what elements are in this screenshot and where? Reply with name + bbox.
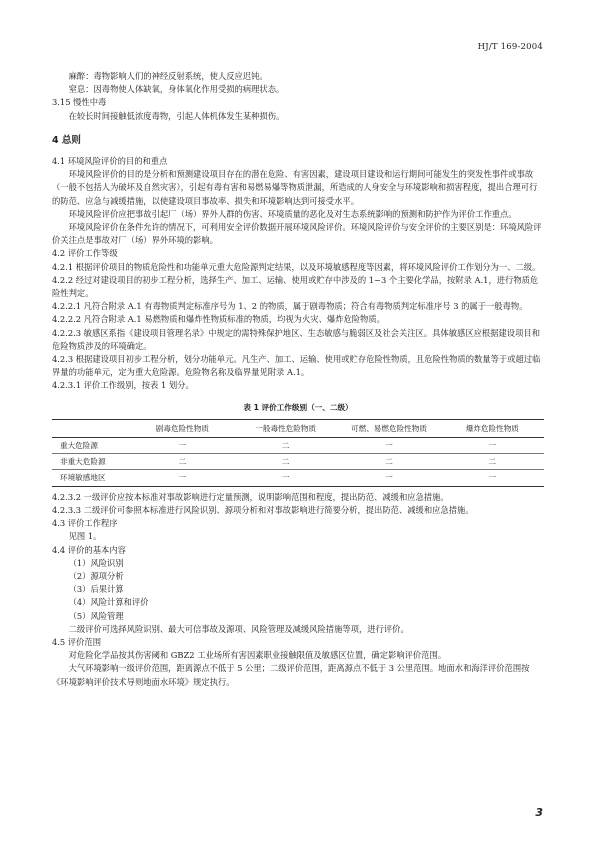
table-cell: 一: [131, 438, 234, 454]
document-id: HJ/T 169-2004: [477, 42, 543, 52]
table-cell: 二: [131, 454, 234, 470]
table-cell: 一: [131, 470, 234, 486]
table-cell: 二: [337, 454, 440, 470]
clause: 4.2.2.2 凡符合附录 A.1 易燃物质和爆炸性物质标准的物质，均视为火灾、爆炸危险物质。: [52, 314, 385, 325]
section-heading: 4.4 评价的基本内容: [52, 544, 126, 555]
table-header-row: [52, 419, 544, 437]
table-row: [52, 454, 544, 470]
row-label: 非重大危险源: [52, 454, 131, 470]
paragraph: 环境风险评价在条件允许的情况下，可利用安全评价数据开展环境风险评价。环境风险评价与安全评价的主要区别是：环境风险评价关注点是事故对厂（场）界外环境的影响。: [52, 222, 542, 246]
section-heading: 4.2 评价工作等级: [52, 248, 118, 259]
table-cell: 一: [337, 470, 440, 486]
list-item: （1）风险识别: [68, 557, 124, 568]
table-cell: 二: [441, 454, 544, 470]
header-cell: 一般毒性危险物质: [234, 419, 337, 437]
paragraph: 麻醉：毒物影响人们的神经反射系统，使人反应迟钝。: [68, 71, 268, 81]
row-label: 重大危险源: [52, 438, 131, 454]
paragraph: 在较长时间接触低浓度毒物，引起人体机体发生某种损伤。: [68, 110, 285, 121]
clause: 4.2.3.1 评价工作级别，按表 1 划分。: [52, 380, 194, 391]
clause: 4.2.3.3 二级评价可参照本标准进行风险识别、源项分析和对事故影响进行简要分析，提出防范、减缓和应急措施。: [52, 504, 474, 515]
paragraph: 对危险化学品按其伤害阈和 GBZ2 工业场所有害因素职业接触限值及敏感区位置，确定影响评价范围。: [68, 650, 447, 661]
table-cell: 一: [234, 470, 337, 486]
header-cell: [52, 419, 131, 437]
table-row: [52, 438, 544, 454]
list-item: （4）风险计算和评价: [68, 597, 149, 608]
header-cell: 可燃、易燃危险性物质: [337, 419, 440, 437]
table-cell: 一: [441, 470, 544, 486]
clause: 4.2.2 经过对建设项目的初步工程分析，选择生产、加工、运输、使用或贮存中涉及的 1~3 个主要化学品，按附录 A.1，进行物质危险性判定。: [52, 274, 539, 299]
page-number: 3: [535, 806, 543, 819]
list-item: （5）风险管理: [68, 610, 124, 621]
table-caption: 表 1 评价工作级别（一、二级）: [243, 402, 353, 412]
list-item: （2）源项分析: [68, 570, 124, 581]
clause: 4.2.3 根据建设项目初步工程分析，划分功能单元。凡生产、加工、运输、使用或贮存危险性物质，且危险性物质的数量等于或超过临界量的功能单元，定为重大危险源。危险物名称及临界量见附录 A.1。: [52, 354, 541, 378]
clause: 4.2.2.3 敏感区系指《建设项目管理名录》中规定的需特殊保护地区、生态敏感与脆弱区及社会关注区。具体敏感区应根据建设项目和危险物质涉及的环境确定。: [52, 327, 540, 351]
paragraph: 见图 1。: [68, 531, 102, 542]
paragraph: 环境风险评价应把事故引起厂（场）界外人群的伤害、环境质量的恶化及对生态系统影响的预测和防护作为评价工作重点。: [68, 208, 517, 219]
table-cell: 二: [234, 438, 337, 454]
clause: 4.2.2.1 凡符合附录 A.1 有毒物质判定标准序号为 1、2 的物质，属于剧毒物质；符合有毒物质判定标准序号 3 的属于一般毒物。: [52, 301, 528, 312]
list-item: （3）后果计算: [68, 584, 124, 595]
table-cell: 一: [337, 438, 440, 454]
section-heading: 3.15 慢性中毒: [52, 97, 107, 108]
clause: 4.2.3.2 一级评价应按本标准对事故影响进行定量预测，说明影响范围和程度，提出防范、减缓和应急措施。: [52, 491, 449, 502]
section-heading: 4.1 环境风险评价的目的和重点: [52, 156, 168, 167]
grading-table: [52, 419, 544, 487]
chapter-heading: 4 总则: [52, 134, 81, 146]
page-body: [52, 70, 544, 689]
row-label: 环境敏感地区: [52, 470, 131, 486]
clause: 4.2.1 根据评价项目的物质危险性和功能单元重大危险源判定结果，以及环境敏感程度等因素，将环境风险评价工作划分为一、二级。: [52, 261, 541, 272]
table-cell: 二: [234, 454, 337, 470]
table-row: [52, 470, 544, 486]
paragraph: 环境风险评价的目的是分析和预测建设项目存在的潜在危险、有害因素，建设项目建设和运行期间可能发生的突发性事件或事故（一般不包括人为破坏及自然灾害），引起有毒有害和易燃易爆等物质泄漏，所造成的人身安全与环境影响和损害程度，提出合理可行的防范、应急与减缓措施，以使建设项目事故率、损失和环境影响达到可接受水平。: [52, 169, 538, 206]
table-cell: 一: [441, 438, 544, 454]
paragraph: 大气环境影响一级评价范围，距离源点不低于 5 公里；二级评价范围，距离源点不低于 3 公里范围。地面水和海洋评价范围按《环境影响评价技术导则地面水环境》规定执行。: [52, 663, 530, 687]
section-heading: 4.5 评价范围: [52, 636, 102, 647]
section-heading: 4.3 评价工作程序: [52, 518, 118, 529]
paragraph: 二级评价可选择风险识别、最大可信事故及源项、风险管理及减缓风险措施等项，进行评价。: [68, 623, 409, 634]
header-cell: 剧毒危险性物质: [131, 419, 234, 437]
paragraph: 窒息：因毒物使人体缺氧，身体氧化作用受损的病理状态。: [68, 84, 285, 95]
header-cell: 爆炸危险性物质: [441, 419, 544, 437]
